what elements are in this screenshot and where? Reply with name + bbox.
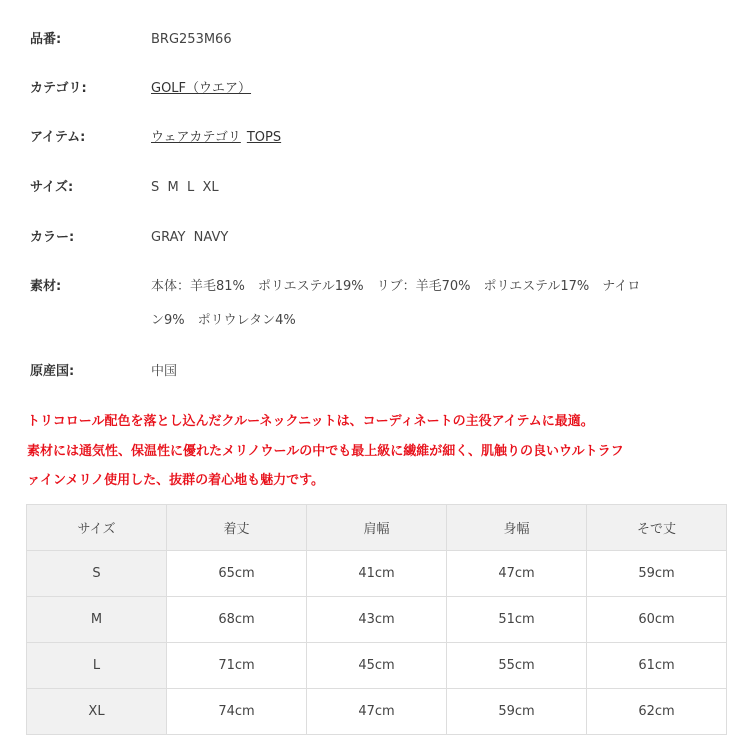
size-cell: XL [27,689,167,735]
spec-value: S M L XL [151,180,219,195]
spec-label: 素材: [30,279,62,294]
spec-value [151,128,731,148]
table-row [27,689,727,735]
spec-label: アイテム: [30,130,86,145]
table-cell: 65cm [167,551,307,597]
spec-label: サイズ: [30,180,74,195]
table-header-row [27,505,727,551]
spec-label: カラー: [30,230,75,245]
table-cell: 68cm [167,597,307,643]
spec-value [151,79,731,99]
table-row [27,643,727,689]
tops-link[interactable]: TOPS [246,130,282,145]
table-cell: 59cm [587,551,727,597]
header-length: 着丈 [167,505,307,551]
table-cell: 51cm [447,597,587,643]
category-link[interactable]: GOLF（ウエア） [151,81,252,96]
header-chest: 身幅 [447,505,587,551]
table-cell: 55cm [447,643,587,689]
wear-category-link[interactable]: ウェアカテゴリ [151,130,241,145]
spec-value: GRAY NAVY [151,230,229,245]
table-cell: 60cm [587,597,727,643]
table-cell: 45cm [307,643,447,689]
material-line-2: ン9% ポリウレタン4% [151,313,296,328]
header-shoulder: 肩幅 [307,505,447,551]
header-sleeve: そで丈 [587,505,727,551]
spec-value [151,270,731,338]
spec-value: BRG253M66 [151,32,232,47]
table-cell: 47cm [307,689,447,735]
description-line-2: 素材には通気性、保温性に優れたメリノウールの中でも最上級に繊維が細く、肌触りの良いウルトラフ [27,443,624,459]
table-cell: 47cm [447,551,587,597]
spec-label: 品番: [30,32,62,47]
table-cell: 62cm [587,689,727,735]
table-cell: 71cm [167,643,307,689]
spec-value: 中国 [151,364,178,379]
table-cell: 74cm [167,689,307,735]
material-line-1: 本体：羊毛81% ポリエステル19% リブ：羊毛70% ポリエステル17% ナイロ [151,279,641,294]
table-row [27,551,727,597]
table-cell: 61cm [587,643,727,689]
table-cell: 59cm [447,689,587,735]
table-cell: 43cm [307,597,447,643]
size-cell: L [27,643,167,689]
description-line-3: ァインメリノ使用した、抜群の着心地も魅力です。 [27,473,325,488]
table-row [27,597,727,643]
size-chart-table [26,504,727,735]
header-size: サイズ [27,505,167,551]
table-cell: 41cm [307,551,447,597]
description-line-1: トリコロール配色を落とし込んだクルーネックニットは、コーディネートの主役アイテムに最適。 [27,414,594,429]
size-cell: S [27,551,167,597]
spec-label: カテゴリ: [30,81,87,96]
size-cell: M [27,597,167,643]
product-description [27,407,727,496]
spec-label: 原産国: [30,364,75,379]
